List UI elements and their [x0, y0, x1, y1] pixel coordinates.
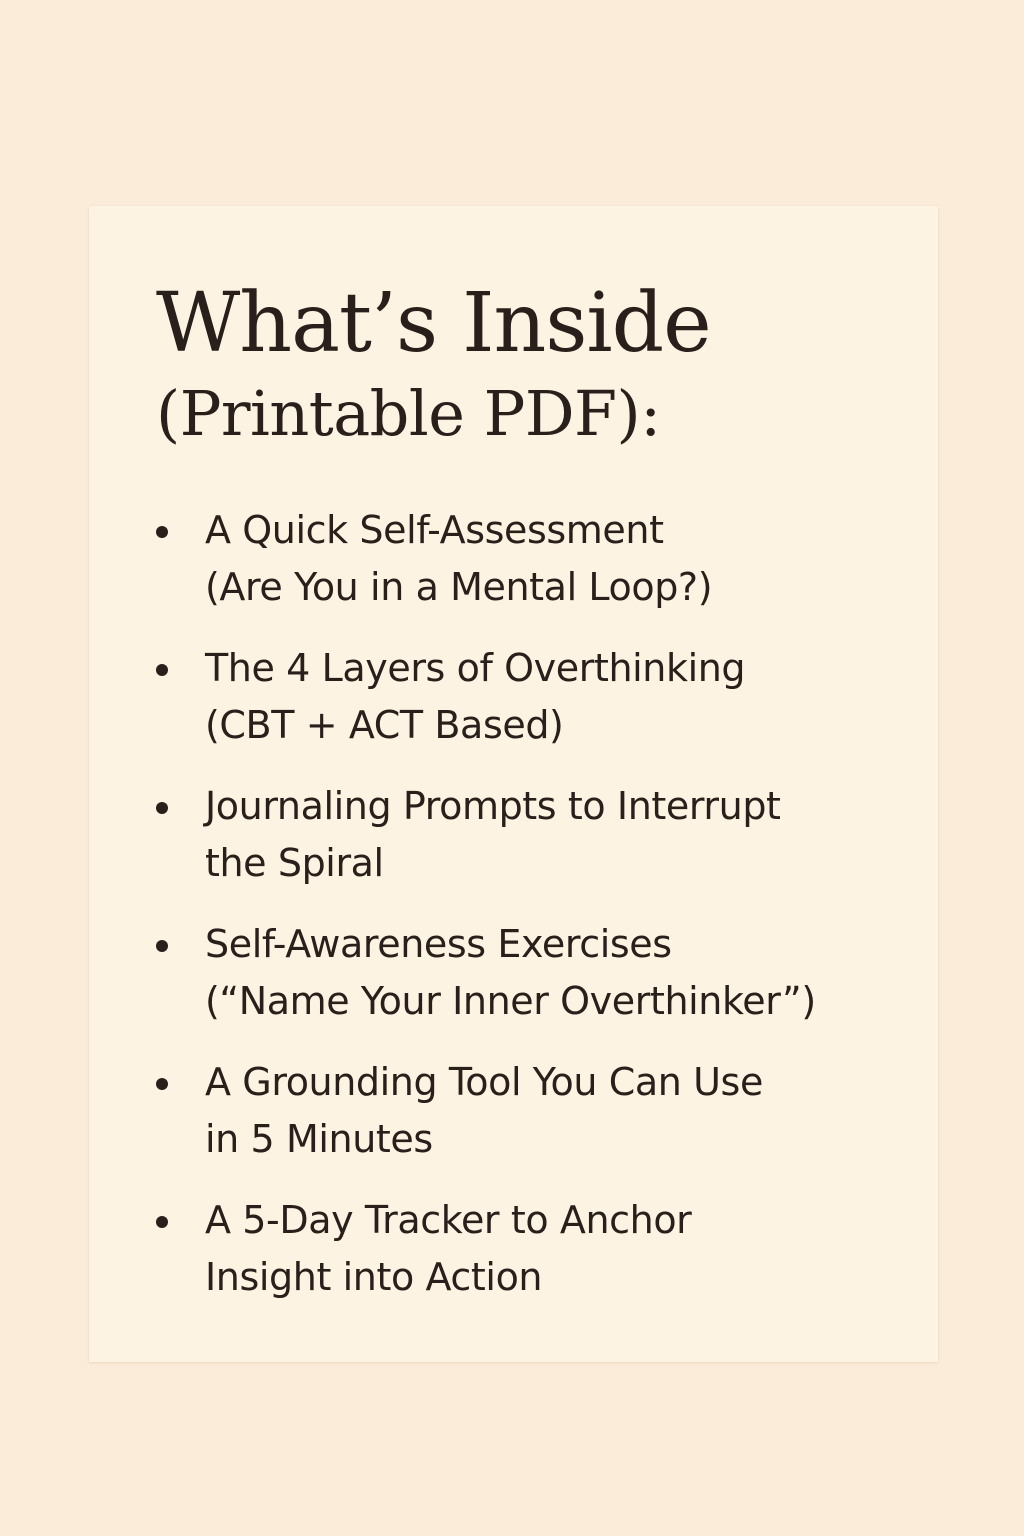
feature-item-self-assessment [156, 502, 876, 640]
bullet-icon [156, 1216, 168, 1228]
feature-item-journaling [156, 778, 876, 916]
feature-list [156, 502, 876, 1330]
bullet-icon [156, 664, 168, 676]
title-subtitle: (Printable PDF): [156, 377, 661, 450]
feature-line: A Quick Self-Assessment [205, 508, 664, 552]
bullet-icon [156, 526, 168, 538]
feature-line: (CBT + ACT Based) [205, 703, 564, 747]
feature-line: (“Name Your Inner Overthinker”) [205, 979, 816, 1023]
feature-line: The 4 Layers of Overthinking [205, 646, 746, 690]
bullet-icon [156, 940, 168, 952]
feature-line: Self-Awareness Exercises [205, 922, 672, 966]
feature-line: Insight into Action [205, 1255, 543, 1299]
feature-line: in 5 Minutes [205, 1117, 433, 1161]
feature-line: A 5-Day Tracker to Anchor [205, 1198, 692, 1242]
feature-item-self-awareness [156, 916, 876, 1054]
page-title [156, 276, 711, 450]
title-main: What’s Inside [156, 276, 711, 371]
bullet-icon [156, 1078, 168, 1090]
feature-line: (Are You in a Mental Loop?) [205, 565, 713, 609]
feature-line: the Spiral [205, 841, 384, 885]
feature-line: Journaling Prompts to Interrupt [205, 784, 781, 828]
bullet-icon [156, 802, 168, 814]
feature-line: A Grounding Tool You Can Use [205, 1060, 763, 1104]
feature-item-grounding [156, 1054, 876, 1192]
feature-item-tracker [156, 1192, 876, 1330]
feature-item-layers [156, 640, 876, 778]
